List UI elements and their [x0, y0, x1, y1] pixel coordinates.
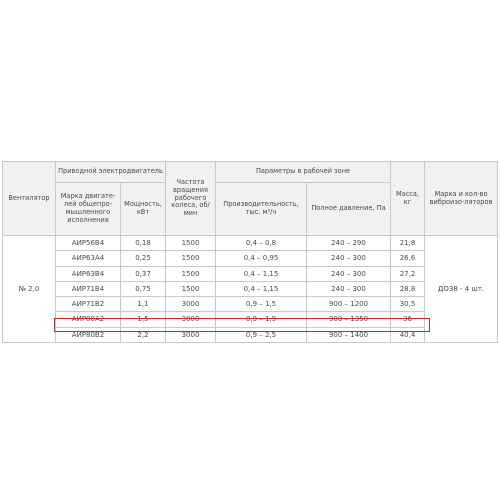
header-pressure: Полное давление, Па [307, 183, 391, 236]
motor-model-cell: АИР71В4 [56, 281, 121, 296]
table-row [3, 236, 498, 251]
pressure-cell: 900 – 1200 [307, 297, 391, 312]
rpm-cell: 1500 [166, 236, 216, 251]
header-capacity: Производительность, тыс. м³/ч [216, 183, 307, 236]
fan-spec-table [2, 161, 498, 343]
header-power: Мощность, кВт [121, 183, 166, 236]
table-row [3, 266, 498, 281]
pressure-cell: 240 – 300 [307, 281, 391, 296]
pressure-cell: 900 – 1350 [307, 312, 391, 327]
mass-cell: 21,8 [391, 236, 425, 251]
fan-number: № 2,0 [3, 236, 56, 343]
power-cell: 0,75 [121, 281, 166, 296]
capacity-cell: 0,9 – 1,5 [216, 297, 307, 312]
pressure-cell: 240 – 290 [307, 236, 391, 251]
mass-cell: 30,5 [391, 297, 425, 312]
motor-model-cell: АИР71В2 [56, 297, 121, 312]
mass-cell: 36 [391, 312, 425, 327]
table-row [3, 312, 498, 327]
pressure-cell: 240 – 300 [307, 251, 391, 266]
rpm-cell: 1500 [166, 281, 216, 296]
capacity-cell: 0,4 – 1,15 [216, 266, 307, 281]
header-fan: Вентилятор [3, 162, 56, 236]
mass-cell: 40,4 [391, 327, 425, 342]
motor-model-cell: АИР80А2 [56, 312, 121, 327]
capacity-cell: 0,9 – 1,9 [216, 312, 307, 327]
power-cell: 0,37 [121, 266, 166, 281]
rpm-cell: 1500 [166, 266, 216, 281]
header-motor-model: Марка двигате-лей общепро-мышленного исполнения [56, 183, 121, 236]
power-cell: 1,1 [121, 297, 166, 312]
pressure-cell: 900 – 1400 [307, 327, 391, 342]
power-cell: 1,5 [121, 312, 166, 327]
mass-cell: 27,2 [391, 266, 425, 281]
header-rpm: Частота вращения рабочего колеса, об/мин [166, 162, 216, 236]
table-row [3, 281, 498, 296]
mass-cell: 28,8 [391, 281, 425, 296]
table-row [3, 297, 498, 312]
table-row [3, 251, 498, 266]
rpm-cell: 3000 [166, 297, 216, 312]
capacity-cell: 0,4 – 0,8 [216, 236, 307, 251]
mass-cell: 26,6 [391, 251, 425, 266]
table-row-highlighted [3, 327, 498, 342]
capacity-cell: 0,4 – 0,95 [216, 251, 307, 266]
header-drive-motor: Приводной электродвигатель [56, 162, 166, 183]
power-cell: 0,18 [121, 236, 166, 251]
vibration-isolators-value: ДО38 - 4 шт. [425, 236, 498, 343]
rpm-cell: 3000 [166, 312, 216, 327]
capacity-cell: 0,9 – 2,5 [216, 327, 307, 342]
rpm-cell: 1500 [166, 251, 216, 266]
header-vibration-isolators: Марка и кол-во виброизо-ляторов [425, 162, 498, 236]
motor-model-cell: АИР63В4 [56, 266, 121, 281]
motor-model-cell: АИР56В4 [56, 236, 121, 251]
header-mass: Масса, кг [391, 162, 425, 236]
motor-model-cell: АИР80В2 [56, 327, 121, 342]
motor-model-cell: АИР63А4 [56, 251, 121, 266]
pressure-cell: 240 – 300 [307, 266, 391, 281]
header-work-zone: Параметры в рабочей зоне [216, 162, 391, 183]
power-cell: 0,25 [121, 251, 166, 266]
rpm-cell: 3000 [166, 327, 216, 342]
power-cell: 2,2 [121, 327, 166, 342]
capacity-cell: 0,4 – 1,15 [216, 281, 307, 296]
